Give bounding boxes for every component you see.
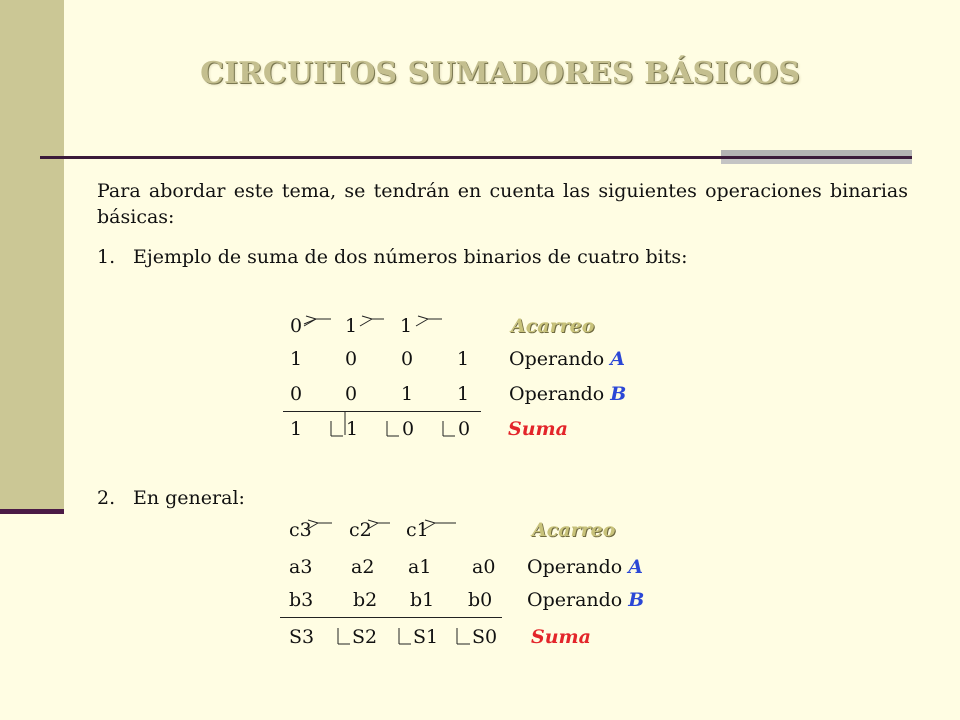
operand-b-digit: 0 bbox=[345, 383, 358, 405]
operand-a-digit: 0 bbox=[345, 348, 358, 370]
list-item-2 bbox=[97, 487, 245, 509]
sum-symbol: S1 bbox=[413, 626, 439, 648]
left-bar-underline bbox=[0, 509, 64, 514]
carry-label: Acarreo bbox=[511, 315, 595, 337]
operand-b-digit: 0 bbox=[290, 383, 303, 405]
sum-digit: 1 bbox=[290, 418, 303, 440]
list-item-number: 2. bbox=[97, 487, 116, 509]
sum-divider-line bbox=[280, 617, 502, 618]
operand-label-prefix: Operando bbox=[509, 348, 605, 370]
carry-digit: 1 bbox=[345, 315, 358, 337]
sum-digit: 1 bbox=[346, 418, 359, 440]
sum-digit: 0 bbox=[458, 418, 471, 440]
operand-b-symbol: b1 bbox=[410, 589, 435, 611]
list-item-text: Ejemplo de suma de dos números binarios de cuatro bits: bbox=[133, 246, 688, 268]
operand-b-variable: B bbox=[628, 589, 645, 611]
carry-arrow-head bbox=[304, 319, 316, 326]
operand-a-symbol: a0 bbox=[472, 556, 496, 578]
operand-a-label bbox=[509, 348, 625, 370]
operand-a-symbol: a1 bbox=[408, 556, 432, 578]
operand-a-label bbox=[527, 556, 643, 578]
carry-digit: 0 bbox=[290, 315, 303, 337]
operand-a-digit: 1 bbox=[290, 348, 303, 370]
operand-label-prefix: Operando bbox=[527, 589, 623, 611]
operand-a-digit: 1 bbox=[457, 348, 470, 370]
operand-b-variable: B bbox=[610, 383, 627, 405]
operand-b-symbol: b3 bbox=[289, 589, 314, 611]
list-item-number: 1. bbox=[97, 246, 116, 268]
slide-title: CIRCUITOS SUMADORES BÁSICOS bbox=[200, 56, 800, 91]
sum-label: Suma bbox=[531, 626, 591, 648]
sum-divider-line bbox=[283, 411, 481, 412]
carry-label: Acarreo bbox=[532, 519, 616, 541]
carry-digit: 1 bbox=[400, 315, 413, 337]
sum-digit: 0 bbox=[402, 418, 415, 440]
carry-symbol: c3 bbox=[289, 519, 312, 541]
carry-symbol: c1 bbox=[406, 519, 429, 541]
operand-a-digit: 0 bbox=[401, 348, 414, 370]
operand-b-label bbox=[509, 383, 626, 405]
list-item-text: En general: bbox=[133, 487, 245, 509]
operand-a-symbol: a2 bbox=[351, 556, 375, 578]
operand-label-prefix: Operando bbox=[527, 556, 623, 578]
sum-symbol: S3 bbox=[289, 626, 315, 648]
intro-paragraph: Para abordar este tema, se tendrán en cuenta las siguientes operaciones binarias básicas: bbox=[97, 180, 908, 228]
sum-symbol: S2 bbox=[352, 626, 378, 648]
operand-a-variable: A bbox=[610, 348, 626, 370]
carry-symbol: c2 bbox=[349, 519, 372, 541]
operand-b-symbol: b0 bbox=[468, 589, 493, 611]
operand-b-digit: 1 bbox=[457, 383, 470, 405]
sum-symbol: S0 bbox=[472, 626, 498, 648]
carry-arrow bbox=[304, 319, 331, 324]
operand-b-symbol: b2 bbox=[353, 589, 378, 611]
operand-b-digit: 1 bbox=[401, 383, 414, 405]
operand-a-variable: A bbox=[628, 556, 644, 578]
operand-a-symbol: a3 bbox=[289, 556, 313, 578]
list-item-1 bbox=[97, 246, 688, 268]
operand-label-prefix: Operando bbox=[509, 383, 605, 405]
title-divider bbox=[40, 156, 912, 159]
sum-label: Suma bbox=[508, 418, 568, 440]
operand-b-label bbox=[527, 589, 644, 611]
